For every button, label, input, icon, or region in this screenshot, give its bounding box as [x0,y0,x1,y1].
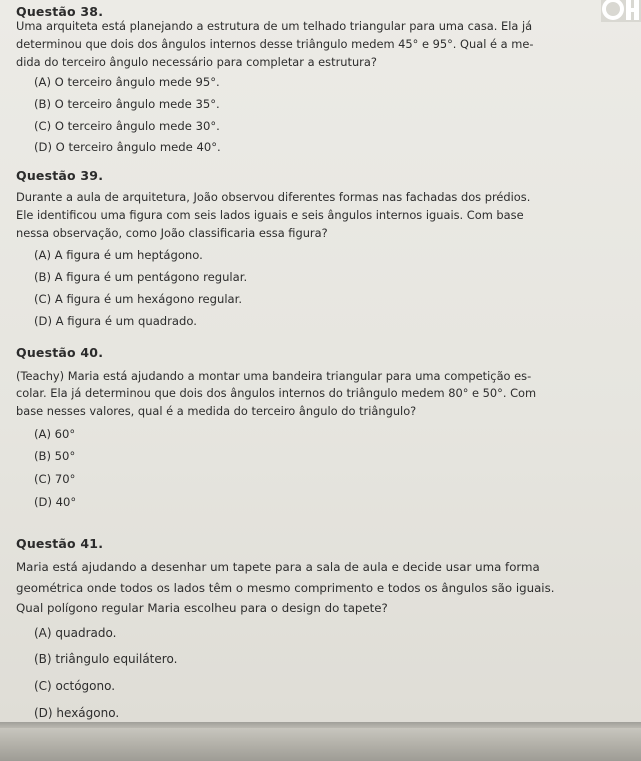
question-stem-line: Ele identificou uma figura com seis lados iguais e seis ângulos internos iguais. Com base [16,208,524,222]
question-stem-line: Uma arquiteta está planejando a estrutura de um telhado triangular para uma casa. Ela já [16,19,533,33]
answer-option-a: (A) quadrado. [34,626,117,640]
question-stem-line: (Teachy) Maria está ajudando a montar uma bandeira triangular para uma competição es- [16,369,532,383]
answer-option-d: (D) A figura é um quadrado. [34,314,197,328]
question-title: Questão 38. [16,4,104,19]
question-title: Questão 39. [16,168,104,183]
answer-option-a: (A) A figura é um heptágono. [34,248,203,262]
question-stem-line: determinou que dois dos ângulos internos desse triângulo medem 45° e 95°. Qual é a me- [16,37,534,51]
answer-option-b: (B) A figura é um pentágono regular. [34,270,248,284]
answer-option-c: (C) 70° [34,472,76,486]
answer-option-d: (D) hexágono. [34,706,120,720]
question-stem-line: base nesses valores, qual é a medida do terceiro ângulo do triângulo? [16,404,417,418]
logo-icon [601,0,641,22]
answer-option-c: (C) A figura é um hexágono regular. [34,292,243,306]
question-title: Questão 41. [16,536,104,551]
question-stem-line: dida do terceiro ângulo necessário para completar a estrutura? [16,55,377,69]
page-fold-shadow [0,722,641,728]
question-stem-line: geométrica onde todos os lados têm o mesmo comprimento e todos os ângulos são iguais. [16,581,555,595]
answer-option-c: (C) octógono. [34,679,116,693]
answer-option-a: (A) 60° [34,427,76,441]
answer-option-d: (D) 40° [34,495,77,509]
question-stem-line: Qual polígono regular Maria escolheu para o design do tapete? [16,601,388,615]
question-stem-line: Durante a aula de arquitetura, João observou diferentes formas nas fachadas dos prédios. [16,190,531,204]
answer-option-d: (D) O terceiro ângulo mede 40°. [34,140,221,154]
page-bottom-edge [0,722,641,761]
question-stem-line: nessa observação, como João classificaria essa figura? [16,226,328,240]
answer-option-c: (C) O terceiro ângulo mede 30°. [34,119,220,133]
answer-option-b: (B) O terceiro ângulo mede 35°. [34,97,220,111]
question-stem-line: colar. Ela já determinou que dois dos ângulos internos do triângulo medem 80° e 50°. Com [16,386,537,400]
answer-option-b: (B) 50° [34,449,76,463]
answer-option-a: (A) O terceiro ângulo mede 95°. [34,75,220,89]
answer-option-b: (B) triângulo equilátero. [34,652,178,666]
question-stem-line: Maria está ajudando a desenhar um tapete para a sala de aula e decide usar uma forma [16,560,540,574]
question-title: Questão 40. [16,345,104,360]
